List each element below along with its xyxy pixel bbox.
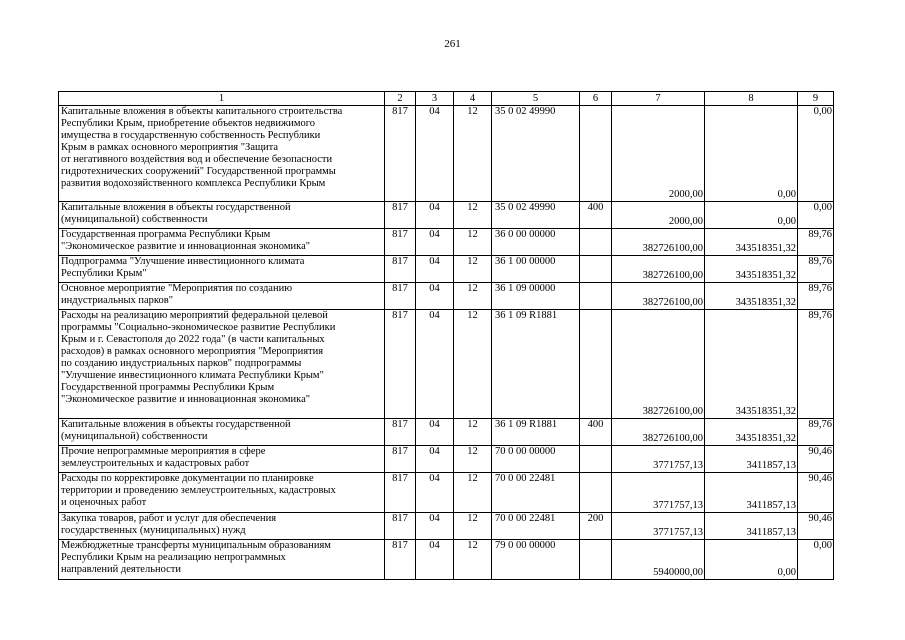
cell-planned: 5940000,00 bbox=[612, 540, 705, 580]
cell-expense-type: 200 bbox=[580, 513, 612, 540]
table-row bbox=[59, 283, 834, 310]
cell-target-article: 70 0 00 22481 bbox=[492, 513, 580, 540]
cell-expense-type bbox=[580, 106, 612, 202]
row-description: Закупка товаров, работ и услуг для обеспечения государственных (муниципальных) нужд bbox=[59, 513, 385, 540]
cell-expense-type bbox=[580, 473, 612, 513]
cell-target-article: 36 1 09 00000 bbox=[492, 283, 580, 310]
cell-subsection: 12 bbox=[454, 106, 492, 202]
cell-executed: 343518351,32 bbox=[705, 283, 798, 310]
cell-subsection: 12 bbox=[454, 446, 492, 473]
cell-planned: 382726100,00 bbox=[612, 419, 705, 446]
cell-planned: 2000,00 bbox=[612, 202, 705, 229]
table-row bbox=[59, 202, 834, 229]
cell-target-article: 36 1 09 R1881 bbox=[492, 419, 580, 446]
cell-percent: 89,76 bbox=[798, 256, 834, 283]
cell-executed: 3411857,13 bbox=[705, 446, 798, 473]
cell-admin-code: 817 bbox=[385, 540, 416, 580]
cell-section: 04 bbox=[416, 540, 454, 580]
header-cell: 2 bbox=[385, 92, 416, 106]
cell-admin-code: 817 bbox=[385, 419, 416, 446]
row-description: Капитальные вложения в объекты государственной (муниципальной) собственности bbox=[59, 419, 385, 446]
table-row bbox=[59, 419, 834, 446]
cell-admin-code: 817 bbox=[385, 310, 416, 419]
cell-percent: 89,76 bbox=[798, 229, 834, 256]
table-row bbox=[59, 446, 834, 473]
cell-executed: 343518351,32 bbox=[705, 310, 798, 419]
cell-executed: 3411857,13 bbox=[705, 513, 798, 540]
cell-admin-code: 817 bbox=[385, 256, 416, 283]
cell-target-article: 79 0 00 00000 bbox=[492, 540, 580, 580]
table-row bbox=[59, 540, 834, 580]
cell-subsection: 12 bbox=[454, 256, 492, 283]
cell-subsection: 12 bbox=[454, 202, 492, 229]
cell-subsection: 12 bbox=[454, 540, 492, 580]
cell-planned: 2000,00 bbox=[612, 106, 705, 202]
cell-executed: 343518351,32 bbox=[705, 256, 798, 283]
cell-expense-type bbox=[580, 540, 612, 580]
cell-expense-type bbox=[580, 446, 612, 473]
cell-executed: 0,00 bbox=[705, 202, 798, 229]
cell-executed: 0,00 bbox=[705, 106, 798, 202]
row-description: Расходы на реализацию мероприятий федеральной целевой программы "Социально-экономическое развитие Республики Крым и г. Севастополя до 2022 года" (в части капитальных расходов) в рамках основного мероприятия "Мероприятия по созданию индустриальных парков" подпрограммы "Улучшение инвестиционного климата Республики Крым" Государственной программы Республики Крым "Экономическое развитие и инновационная экономика" bbox=[59, 310, 385, 419]
cell-target-article: 35 0 02 49990 bbox=[492, 202, 580, 229]
cell-percent: 90,46 bbox=[798, 473, 834, 513]
row-description: Прочие непрограммные мероприятия в сфере землеустроительных и кадастровых работ bbox=[59, 446, 385, 473]
cell-section: 04 bbox=[416, 106, 454, 202]
cell-executed: 0,00 bbox=[705, 540, 798, 580]
page-number: 261 bbox=[444, 38, 461, 50]
cell-expense-type bbox=[580, 310, 612, 419]
cell-admin-code: 817 bbox=[385, 513, 416, 540]
row-description: Расходы по корректировке документации по планировке территории и проведению землеустроительных, кадастровых и оценочных работ bbox=[59, 473, 385, 513]
cell-admin-code: 817 bbox=[385, 473, 416, 513]
budget-table bbox=[58, 91, 834, 580]
cell-subsection: 12 bbox=[454, 473, 492, 513]
cell-planned: 382726100,00 bbox=[612, 256, 705, 283]
cell-section: 04 bbox=[416, 256, 454, 283]
cell-admin-code: 817 bbox=[385, 446, 416, 473]
cell-planned: 3771757,13 bbox=[612, 473, 705, 513]
cell-admin-code: 817 bbox=[385, 283, 416, 310]
cell-admin-code: 817 bbox=[385, 106, 416, 202]
row-description: Основное мероприятие "Мероприятия по созданию индустриальных парков" bbox=[59, 283, 385, 310]
cell-admin-code: 817 bbox=[385, 202, 416, 229]
cell-section: 04 bbox=[416, 513, 454, 540]
cell-percent: 0,00 bbox=[798, 202, 834, 229]
cell-percent: 89,76 bbox=[798, 419, 834, 446]
header-cell: 1 bbox=[59, 92, 385, 106]
cell-target-article: 36 0 00 00000 bbox=[492, 229, 580, 256]
header-cell: 7 bbox=[612, 92, 705, 106]
cell-planned: 382726100,00 bbox=[612, 283, 705, 310]
cell-expense-type bbox=[580, 256, 612, 283]
header-cell: 6 bbox=[580, 92, 612, 106]
cell-target-article: 35 0 02 49990 bbox=[492, 106, 580, 202]
row-description: Капитальные вложения в объекты государственной (муниципальной) собственности bbox=[59, 202, 385, 229]
cell-expense-type: 400 bbox=[580, 202, 612, 229]
cell-percent: 0,00 bbox=[798, 540, 834, 580]
header-cell: 4 bbox=[454, 92, 492, 106]
cell-expense-type: 400 bbox=[580, 419, 612, 446]
header-cell: 8 bbox=[705, 92, 798, 106]
row-description: Государственная программа Республики Крым "Экономическое развитие и инновационная экономика" bbox=[59, 229, 385, 256]
cell-subsection: 12 bbox=[454, 419, 492, 446]
header-row bbox=[59, 92, 834, 106]
cell-percent: 89,76 bbox=[798, 310, 834, 419]
table-row bbox=[59, 256, 834, 283]
cell-target-article: 36 1 00 00000 bbox=[492, 256, 580, 283]
cell-section: 04 bbox=[416, 310, 454, 419]
cell-subsection: 12 bbox=[454, 283, 492, 310]
cell-expense-type bbox=[580, 283, 612, 310]
header-cell: 5 bbox=[492, 92, 580, 106]
cell-target-article: 70 0 00 00000 bbox=[492, 446, 580, 473]
row-description: Подпрограмма "Улучшение инвестиционного климата Республики Крым" bbox=[59, 256, 385, 283]
cell-section: 04 bbox=[416, 419, 454, 446]
cell-subsection: 12 bbox=[454, 310, 492, 419]
table-row bbox=[59, 473, 834, 513]
row-description: Межбюджетные трансферты муниципальным образованиям Республики Крым на реализацию непрограммных направлений деятельности bbox=[59, 540, 385, 580]
cell-section: 04 bbox=[416, 202, 454, 229]
cell-admin-code: 817 bbox=[385, 229, 416, 256]
cell-section: 04 bbox=[416, 473, 454, 513]
cell-subsection: 12 bbox=[454, 513, 492, 540]
cell-percent: 89,76 bbox=[798, 283, 834, 310]
cell-executed: 343518351,32 bbox=[705, 419, 798, 446]
cell-percent: 90,46 bbox=[798, 513, 834, 540]
cell-section: 04 bbox=[416, 229, 454, 256]
cell-subsection: 12 bbox=[454, 229, 492, 256]
table-row bbox=[59, 106, 834, 202]
cell-section: 04 bbox=[416, 446, 454, 473]
header-cell: 3 bbox=[416, 92, 454, 106]
cell-executed: 3411857,13 bbox=[705, 473, 798, 513]
cell-executed: 343518351,32 bbox=[705, 229, 798, 256]
table-row bbox=[59, 229, 834, 256]
cell-target-article: 36 1 09 R1881 bbox=[492, 310, 580, 419]
cell-expense-type bbox=[580, 229, 612, 256]
cell-planned: 382726100,00 bbox=[612, 310, 705, 419]
cell-percent: 90,46 bbox=[798, 446, 834, 473]
row-description: Капитальные вложения в объекты капитального строительства Республики Крым, приобретение объектов недвижимого имущества в государственную собственность Республики Крым в рамках основного мероприятия "Защита от негативного воздействия вод и обеспечение безопасности гидротехнических сооружений" Государственной программы развития водохозяйственного комплекса Республики Крым bbox=[59, 106, 385, 202]
cell-planned: 3771757,13 bbox=[612, 513, 705, 540]
table-row bbox=[59, 513, 834, 540]
cell-percent: 0,00 bbox=[798, 106, 834, 202]
cell-planned: 382726100,00 bbox=[612, 229, 705, 256]
table-row bbox=[59, 310, 834, 419]
header-cell: 9 bbox=[798, 92, 834, 106]
cell-planned: 3771757,13 bbox=[612, 446, 705, 473]
cell-section: 04 bbox=[416, 283, 454, 310]
cell-target-article: 70 0 00 22481 bbox=[492, 473, 580, 513]
